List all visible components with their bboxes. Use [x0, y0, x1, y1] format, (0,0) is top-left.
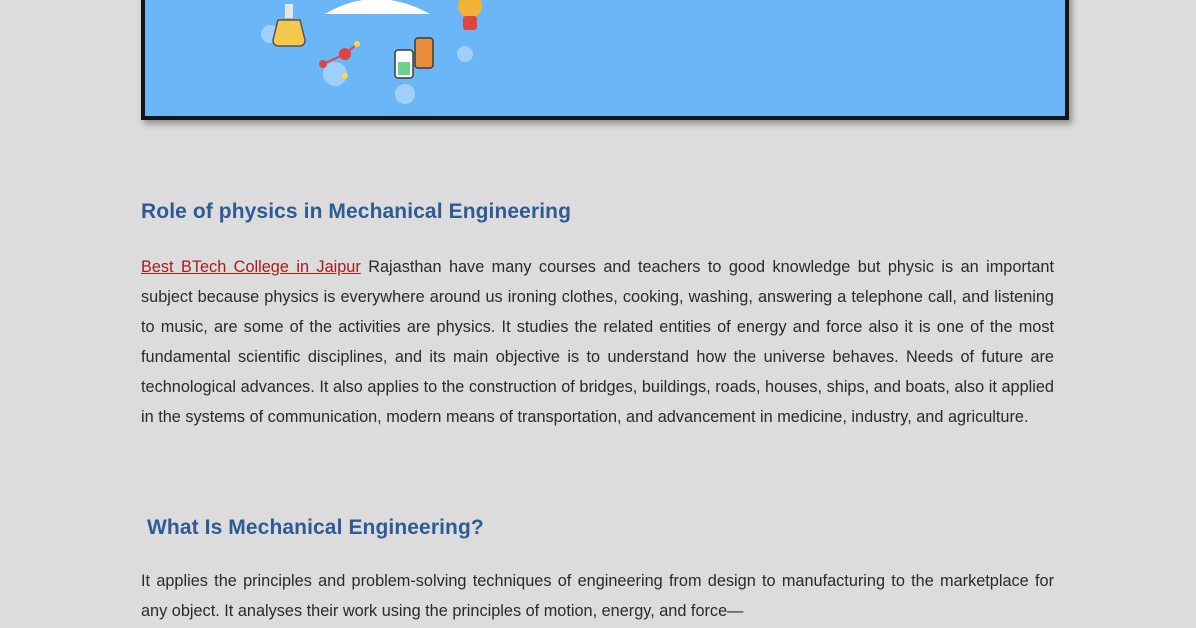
header-banner [141, 0, 1069, 120]
flask-icon [273, 4, 305, 46]
paragraph-what-is-mechanical: It applies the principles and problem-solving techniques of engineering from design to manufacturing to the marketplace for any object. It analyses their work using the principles of motion, energy, and force— [141, 572, 1054, 620]
section-heading-physics-role: Role of physics in Mechanical Engineering [141, 200, 572, 223]
best-btech-college-link[interactable]: Best BTech College in Jaipur [141, 258, 361, 276]
bubble-decoration [395, 84, 415, 104]
light-bulb-icon [458, 0, 482, 30]
paragraph-text: Rajasthan have many courses and teachers to good knowledge but physic is an important subject because physics is everywhere around us ironing clothes, cooking, washing, answering a telephone call, and listening to music, are some of the activities are physics. It studies the related entities of energy and force also it is one of the most fundamental scientific disciplines, and its main objective is to understand how the universe behaves. Needs of future are technological advances. It also applies to the construction of bridges, buildings, roads, houses, ships, and boats, also it applied in the systems of communication, modern means of transportation, and advancement in medicine, industry, and agriculture. [141, 258, 1054, 426]
bubble-decoration [457, 46, 473, 62]
paragraph-physics-role [141, 252, 1054, 432]
test-tubes-icon [395, 38, 433, 78]
science-illustration [145, 0, 1057, 108]
section-heading-what-is-mechanical: What Is Mechanical Engineering? [147, 516, 484, 539]
lab-dome-icon [325, 0, 430, 14]
